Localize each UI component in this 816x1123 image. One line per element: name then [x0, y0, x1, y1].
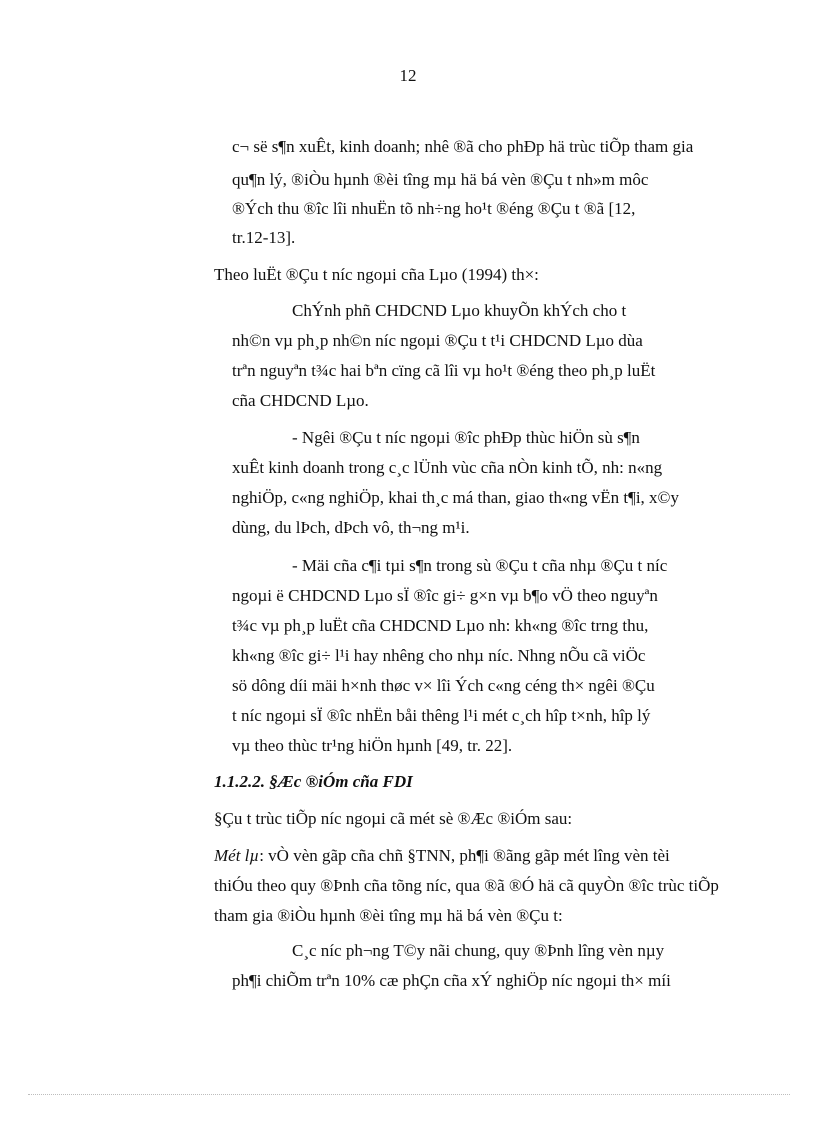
- body-line: thiÓu theo quy ®Þnh cña tõng níc, qua ®ã ®Ó hä cã quyÒn ®îc trùc tiÕp: [214, 876, 719, 895]
- body-line: c¬ së s¶n xuÊt, kinh doanh; nhê ®ã cho phÐp hä trùc tiÕp tham gia: [232, 137, 694, 156]
- quote-line: ChÝnh phñ CHDCND Lµo khuyÕn khÝch cho t: [292, 301, 627, 320]
- quote-line: kh«ng ®îc gi÷ l¹i hay nhêng cho nhµ níc. Nhng nÕu cã viÖc: [232, 646, 646, 665]
- quote-line: nghiÖp, c«ng nghiÖp, khai th¸c má than, giao th«ng vËn t¶i, x©y: [232, 488, 679, 507]
- quote-line: ngoµi ë CHDCND Lµo sÏ ®îc gi÷ g×n vµ b¶o vÖ theo nguyªn: [232, 586, 658, 605]
- quote-line: trªn nguyªn t¾c hai bªn cïng cã lîi vµ ho¹t ®éng theo ph¸p luËt: [232, 361, 656, 380]
- body-line: qu¶n lý, ®iÒu hµnh ®èi tîng mµ hä bá vèn ®Çu t nh»m môc: [232, 170, 649, 189]
- section-heading: 1.1.2.2. §Æc ®iÓm cña FDI: [214, 772, 413, 791]
- body-line: Theo luËt ®Çu t níc ngoµi cña Lµo (1994) th×:: [214, 265, 539, 284]
- quote-line: - Ngêi ®Çu t níc ngoµi ®îc phÐp thùc hiÖn sù s¶n: [292, 428, 640, 447]
- quote-line: xuÊt kinh doanh trong c¸c lÜnh vùc cña nÒn kinh tÕ, nh: n«ng: [232, 458, 663, 477]
- quote-line: t¾c vµ ph¸p luËt cña CHDCND Lµo nh: kh«ng ®îc trng thu,: [232, 616, 649, 635]
- italic-lead: Mét lµ: [214, 846, 260, 865]
- body-line: [214, 845, 670, 867]
- quote-line: C¸c níc ph¬ng T©y nãi chung, quy ®Þnh lîng vèn nµy: [292, 941, 665, 960]
- footer-dotted-rule: [28, 1094, 790, 1095]
- quote-line: - Mäi cña c¶i tµi s¶n trong sù ®Çu t cña nhµ ®Çu t níc: [292, 556, 668, 575]
- body-line: ®Ých thu ®îc lîi nhuËn tõ nh÷ng ho¹t ®éng ®Çu t ®ã [12,: [232, 199, 636, 218]
- quote-line: cña CHDCND Lµo.: [232, 391, 369, 410]
- quote-line: vµ theo thùc tr¹ng hiÖn hµnh [49, tr. 22].: [232, 736, 513, 755]
- quote-line: nh©n vµ ph¸p nh©n níc ngoµi ®Çu t t¹i CHDCND Lµo dùa: [232, 331, 643, 350]
- quote-line: t níc ngoµi sÏ ®îc nhËn båi thêng l¹i mét c¸ch hîp t×nh, hîp lý: [232, 706, 651, 725]
- body-line: §Çu t trùc tiÕp níc ngoµi cã mét sè ®Æc ®iÓm sau:: [214, 809, 573, 828]
- body-line-rest: : vÒ vèn gãp cña chñ §TNN, ph¶i ®ãng gãp mét lîng vèn tèi: [259, 846, 670, 865]
- quote-line: dùng, du lÞch, dÞch vô, th¬ng m¹i.: [232, 518, 470, 537]
- quote-line: sö dông díi mäi h×nh thøc v× lîi Ých c«ng céng th× ngêi ®Çu: [232, 676, 655, 695]
- body-line: tham gia ®iÒu hµnh ®èi tîng mµ hä bá vèn ®Çu t:: [214, 906, 563, 925]
- page-number: 12: [399, 66, 417, 85]
- quote-line: ph¶i chiÕm trªn 10% cæ phÇn cña xÝ nghiÖp níc ngoµi th× míi: [232, 971, 671, 990]
- body-line: tr.12-13].: [232, 228, 296, 247]
